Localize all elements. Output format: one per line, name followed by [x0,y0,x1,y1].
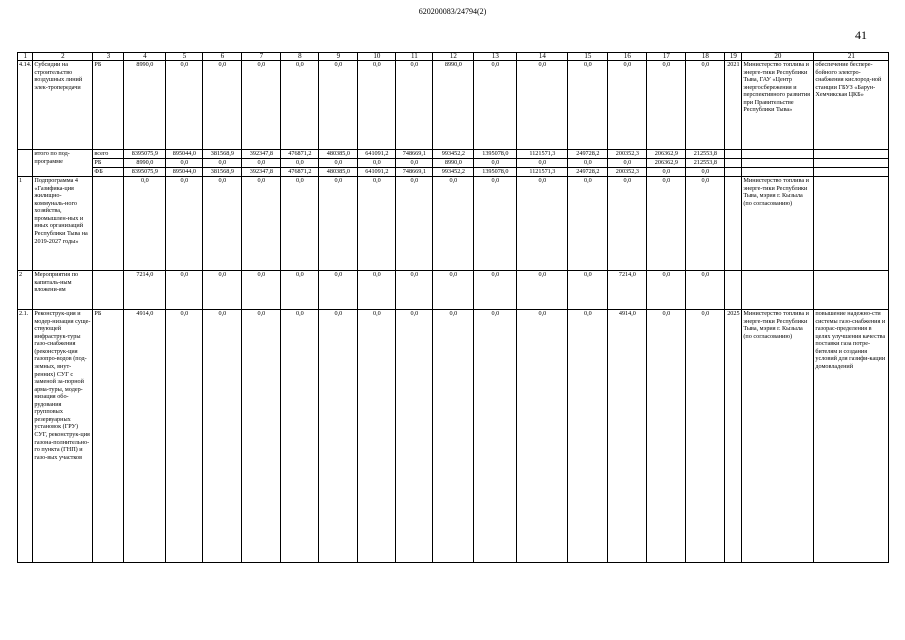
value-cell: 0,0 [166,310,203,563]
value-cell: 1121571,3 [517,150,568,159]
value-cell: 0,0 [281,310,319,563]
value-cell: 212553,8 [686,150,725,159]
completion-year: 2025 [725,310,742,563]
responsible-executor [742,168,814,177]
value-cell: 0,0 [474,159,517,168]
col-num: 3 [93,53,124,61]
responsible-executor [742,271,814,310]
value-cell: 0,0 [242,310,281,563]
table-row [18,61,889,150]
value-cell: 8990,0 [433,159,474,168]
col-num: 1 [18,53,33,61]
value-cell: 8395075,9 [124,168,166,177]
value-cell: 0,0 [166,271,203,310]
col-num: 20 [742,53,814,61]
value-cell: 0,0 [281,271,319,310]
value-cell: 0,0 [358,61,396,150]
value-cell: 748669,1 [396,168,433,177]
value-cell: 748669,1 [396,150,433,159]
expected-result [814,159,889,168]
page-number: 41 [855,28,867,42]
value-cell: 0,0 [608,159,647,168]
completion-year [725,271,742,310]
funding-source: ФБ [93,168,124,177]
value-cell: 0,0 [517,61,568,150]
value-cell: 8990,0 [433,61,474,150]
row-number: 4.14. [18,61,33,150]
value-cell: 0,0 [203,159,242,168]
value-cell: 7214,0 [608,271,647,310]
col-num: 4 [124,53,166,61]
table-row [18,310,889,563]
value-cell: 895044,0 [166,168,203,177]
value-cell: 0,0 [358,177,396,271]
document-id: 620200083/24794(2) [418,7,487,16]
value-cell: 200352,3 [608,150,647,159]
value-cell: 0,0 [433,310,474,563]
measure-name: Мероприятия по капиталь-ным вложени-ям [33,271,93,310]
value-cell: 0,0 [686,271,725,310]
funding-source: РБ [93,61,124,150]
col-num: 18 [686,53,725,61]
col-num: 8 [281,53,319,61]
value-cell: 200352,3 [608,168,647,177]
col-num: 2 [33,53,93,61]
expected-result: обеспечение беспере-бойного электро-снабжения кислород-ной станции ГБУЗ «Барун-Хемчикская ЦКБ» [814,61,889,150]
row-number: 1 [18,177,33,271]
value-cell: 381568,9 [203,168,242,177]
value-cell: 0,0 [242,61,281,150]
value-cell: 0,0 [433,271,474,310]
value-cell: 0,0 [242,159,281,168]
col-num: 7 [242,53,281,61]
expected-result [814,168,889,177]
responsible-executor [742,159,814,168]
table-row [18,177,889,271]
row-number: 2.1. [18,310,33,563]
value-cell: 8990,0 [124,159,166,168]
value-cell: 0,0 [281,61,319,150]
value-cell: 0,0 [166,177,203,271]
value-cell: 476871,2 [281,150,319,159]
value-cell: 0,0 [608,177,647,271]
value-cell: 0,0 [647,61,686,150]
completion-year: 2021 [725,61,742,150]
value-cell: 0,0 [647,177,686,271]
table-row [18,271,889,310]
value-cell: 1121571,3 [517,168,568,177]
expected-result: повышение надежно-сти системы газо-снабжения и газорас-пределения в целях улучшения качества поставки газа потре-бителям и создания условий для газифи-кации домовладений [814,310,889,563]
completion-year [725,150,742,159]
value-cell: 476871,2 [281,168,319,177]
funding-source: РБ [93,159,124,168]
responsible-executor: Министерство топлива и энерге-тики Республики Тыва, ГАУ «Центр энергосбережения и перспективного развития при Правительстве Республики Тыва» [742,61,814,150]
value-cell: 0,0 [396,177,433,271]
value-cell: 0,0 [647,310,686,563]
value-cell: 0,0 [568,310,608,563]
value-cell: 0,0 [396,61,433,150]
col-num: 14 [517,53,568,61]
row-number: 2 [18,271,33,310]
col-num: 12 [433,53,474,61]
value-cell: 0,0 [166,159,203,168]
value-cell: 0,0 [517,159,568,168]
col-num: 5 [166,53,203,61]
value-cell: 212553,8 [686,159,725,168]
value-cell: 993452,2 [433,168,474,177]
value-cell: 641091,2 [358,168,396,177]
col-num: 13 [474,53,517,61]
completion-year [725,177,742,271]
value-cell: 0,0 [396,310,433,563]
value-cell: 0,0 [474,61,517,150]
value-cell: 0,0 [686,177,725,271]
measure-name: Подпрограмма 4 «Газифика-ция жилищно-коммуналь-ного хозяйства, промышлен-ных и иных организаций Республики Тыва на 2019-2027 годы» [33,177,93,271]
value-cell: 0,0 [319,159,358,168]
value-cell: 0,0 [433,177,474,271]
value-cell: 0,0 [517,271,568,310]
col-num: 16 [608,53,647,61]
value-cell: 0,0 [568,61,608,150]
responsible-executor [742,150,814,159]
value-cell: 0,0 [203,310,242,563]
value-cell: 0,0 [203,271,242,310]
value-cell: 0,0 [242,177,281,271]
value-cell: 206362,9 [647,150,686,159]
responsible-executor: Министерство топлива и энерге-тики Республики Тыва, мэрия г. Кызыла (по согласованию) [742,310,814,563]
value-cell: 0,0 [396,159,433,168]
value-cell: 895044,0 [166,150,203,159]
value-cell: 0,0 [568,177,608,271]
expected-result [814,150,889,159]
value-cell: 0,0 [358,310,396,563]
funding-source [93,177,124,271]
column-number-row [18,53,889,61]
value-cell: 392347,8 [242,168,281,177]
value-cell: 0,0 [517,177,568,271]
value-cell: 0,0 [319,177,358,271]
value-cell: 8990,0 [124,61,166,150]
value-cell: 0,0 [474,177,517,271]
value-cell: 480385,0 [319,150,358,159]
value-cell: 0,0 [608,61,647,150]
col-num: 19 [725,53,742,61]
funding-source: всего [93,150,124,159]
measure-name: Реконструк-ция и модер-низация суще-ствующей инфраструк-туры газо-снабжения (реконструк-ция газопро-водов (под-земных, внут-ренних) СУГ с заменой за-порной арма-туры, модер-низация обо-рудования групповых резервуарных установок (ГРУ) СУГ, реконструк-ция газона-полнительно-го пункта (ГНП) и газо-вых участков [33,310,93,563]
value-cell: 0,0 [124,177,166,271]
expected-result [814,271,889,310]
value-cell: 0,0 [281,177,319,271]
value-cell: 8395075,9 [124,150,166,159]
value-cell: 0,0 [203,177,242,271]
value-cell: 0,0 [166,61,203,150]
col-num: 9 [319,53,358,61]
value-cell: 0,0 [474,271,517,310]
value-cell: 381568,9 [203,150,242,159]
col-num: 21 [814,53,889,61]
value-cell: 0,0 [568,271,608,310]
value-cell: 0,0 [517,310,568,563]
value-cell: 4914,0 [608,310,647,563]
completion-year [725,168,742,177]
totals-row [18,150,889,159]
value-cell: 0,0 [319,61,358,150]
totals-row [18,159,889,168]
value-cell: 0,0 [358,271,396,310]
value-cell: 0,0 [647,168,686,177]
expected-result [814,177,889,271]
funding-source [93,271,124,310]
value-cell: 0,0 [319,271,358,310]
row-number [18,150,33,177]
value-cell: 0,0 [686,168,725,177]
value-cell: 4914,0 [124,310,166,563]
responsible-executor: Министерство топлива и энерге-тики Республики Тыва, мэрия г. Кызыла (по согласованию) [742,177,814,271]
value-cell: 0,0 [396,271,433,310]
value-cell: 0,0 [686,310,725,563]
value-cell: 0,0 [203,61,242,150]
program-table [17,52,889,563]
totals-label: итого по под-программе [33,150,93,177]
value-cell: 641091,2 [358,150,396,159]
totals-row [18,168,889,177]
value-cell: 249728,2 [568,168,608,177]
value-cell: 1395078,0 [474,168,517,177]
completion-year [725,159,742,168]
value-cell: 0,0 [319,310,358,563]
value-cell: 0,0 [242,271,281,310]
col-num: 11 [396,53,433,61]
value-cell: 480385,0 [319,168,358,177]
measure-name: Субсидии на строительство воздушных линий элек-тропередачи [33,61,93,150]
value-cell: 0,0 [568,159,608,168]
value-cell: 0,0 [358,159,396,168]
value-cell: 206362,9 [647,159,686,168]
value-cell: 0,0 [281,159,319,168]
value-cell: 0,0 [686,61,725,150]
value-cell: 392347,8 [242,150,281,159]
col-num: 15 [568,53,608,61]
funding-source: РБ [93,310,124,563]
value-cell: 7214,0 [124,271,166,310]
col-num: 6 [203,53,242,61]
col-num: 10 [358,53,396,61]
value-cell: 1395078,0 [474,150,517,159]
col-num: 17 [647,53,686,61]
value-cell: 993452,2 [433,150,474,159]
value-cell: 249728,2 [568,150,608,159]
value-cell: 0,0 [647,271,686,310]
value-cell: 0,0 [474,310,517,563]
